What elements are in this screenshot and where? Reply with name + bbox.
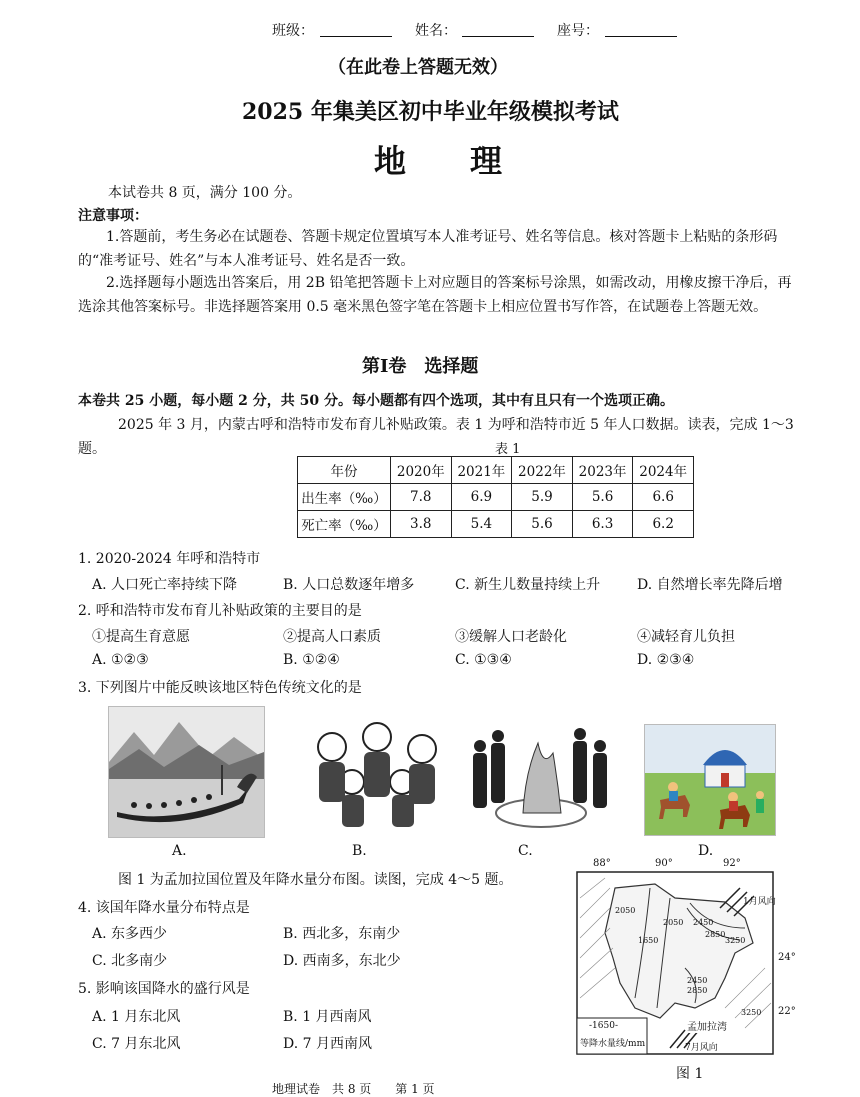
q1-option-d[interactable]: D. 自然增长率先降后增: [637, 577, 783, 593]
isohyet-label: 2050: [615, 906, 636, 915]
question-stem-1-3: 2025 年 3 月，内蒙古呼和浩特市发布育儿补贴政策。表 1 为呼和浩特市近 5 年人口数据。读表，完成 1～3 题。: [78, 417, 794, 457]
q4-option-c[interactable]: C. 北多南少: [92, 953, 168, 969]
table-header-cell: 年份: [298, 457, 391, 484]
q5-stem: 5. 影响该国降水的盛行风是: [78, 981, 250, 997]
q5-option-a[interactable]: A. 1 月东北风: [92, 1009, 181, 1025]
name-label: 姓名：: [415, 23, 457, 39]
table-caption: 表 1: [495, 442, 521, 457]
table-cell: 出生率（‰）: [298, 484, 391, 511]
map-wind-july: 7月风向: [685, 1043, 718, 1053]
isohyet-label: 3250: [741, 1008, 762, 1017]
class-label: 班级：: [272, 23, 314, 39]
q4-option-d[interactable]: D. 西南多，东北少: [283, 953, 401, 969]
subject-title: 地 理: [374, 142, 503, 180]
seat-field[interactable]: [605, 22, 677, 41]
attention-heading: 注意事项：: [78, 208, 148, 224]
map-caption: 图 1: [676, 1066, 704, 1082]
picture-label-b: B.: [352, 843, 367, 859]
map-bay-label: 孟加拉湾: [687, 1018, 727, 1033]
isohyet-label: 2050: [663, 918, 684, 927]
bonfire-image: [463, 713, 618, 839]
table-header-cell: 2023年: [572, 457, 633, 484]
q2-statement-1: ①提高生育意愿: [92, 629, 190, 645]
picture-label-c: C.: [518, 843, 533, 859]
population-table: [297, 456, 694, 538]
map-legend-label: 等降水量线/mm: [580, 1039, 646, 1049]
q5-option-d[interactable]: D. 7 月西南风: [283, 1036, 372, 1052]
table-cell: 6.9: [451, 484, 512, 511]
map-lon-90: 90°: [655, 858, 673, 869]
map-lat-22: 22°: [778, 1006, 796, 1017]
picture-bonfire[interactable]: [462, 712, 619, 840]
page-footer: 地理试卷 共 8 页 第 1 页: [272, 1082, 435, 1096]
q2-statement-4: ④减轻育儿负担: [637, 629, 735, 645]
map-lon-92: 92°: [723, 858, 741, 869]
table-cell: 6.3: [572, 511, 633, 538]
table-cell: 5.4: [451, 511, 512, 538]
q1-option-c[interactable]: C. 新生儿数量持续上升: [455, 577, 601, 593]
q3-stem: 3. 下列图片中能反映该地区特色传统文化的是: [78, 680, 362, 696]
table-cell: 5.9: [512, 484, 573, 511]
dragon-boat-image: [109, 707, 264, 837]
class-field[interactable]: [320, 22, 392, 41]
name-field[interactable]: [462, 22, 534, 41]
festival-dance-image: [297, 707, 457, 837]
table-cell: 6.2: [633, 511, 694, 538]
table-cell: 3.8: [391, 511, 452, 538]
picture-festival-dance[interactable]: [296, 706, 458, 838]
table-header-row: [298, 457, 694, 484]
bangladesh-rainfall-map: [575, 858, 796, 1058]
isohyet-label: 2850: [687, 986, 708, 995]
q2-stem: 2. 呼和浩特市发布育儿补贴政策的主要目的是: [78, 603, 362, 619]
picture-label-a: A.: [172, 843, 187, 859]
isohyet-label: 3250: [725, 936, 746, 945]
attention-item-1: 1.答题前，考生务必在试题卷、答题卡规定位置填写本人准考证号、姓名等信息。核对答题卡上粘贴的条形码的“准考证号、姓名”与本人准考证号、姓名是否一致。: [78, 229, 778, 269]
table-cell: 7.8: [391, 484, 452, 511]
table-header-cell: 2020年: [391, 457, 452, 484]
q1-option-a[interactable]: A. 人口死亡率持续下降: [92, 577, 238, 593]
exam-title: 2025 年集美区初中毕业年级模拟考试: [242, 99, 619, 125]
isohyet-label: 2450: [693, 918, 714, 927]
yurt-horses-image: [645, 725, 775, 835]
table-cell: 死亡率（‰）: [298, 511, 391, 538]
section-title: 第Ⅰ卷 选择题: [362, 356, 479, 377]
map-lat-24: 24°: [778, 952, 796, 963]
question-stem-4-5: 图 1 为孟加拉国位置及年降水量分布图。读图，完成 4～5 题。: [118, 872, 513, 888]
q1-stem: 1. 2020-2024 年呼和浩特市: [78, 551, 261, 567]
map-lon-88: 88°: [593, 858, 611, 869]
picture-dragon-boat[interactable]: [108, 706, 265, 838]
paper-intro: 本试卷共 8 页，满分 100 分。: [108, 185, 302, 201]
table-row: [298, 511, 694, 538]
q4-stem: 4. 该国年降水量分布特点是: [78, 900, 250, 916]
q5-option-b[interactable]: B. 1 月西南风: [283, 1009, 372, 1025]
q1-option-b[interactable]: B. 人口总数逐年增多: [283, 577, 415, 593]
q2-option-d[interactable]: D. ②③④: [637, 652, 695, 668]
table-cell: 5.6: [572, 484, 633, 511]
q2-option-c[interactable]: C. ①③④: [455, 652, 512, 668]
picture-label-d: D.: [698, 843, 714, 859]
table-header-cell: 2024年: [633, 457, 694, 484]
q4-option-a[interactable]: A. 东多西少: [92, 926, 168, 942]
q5-option-c[interactable]: C. 7 月东北风: [92, 1036, 181, 1052]
isohyet-label: 2450: [687, 976, 708, 985]
q2-statement-2: ②提高人口素质: [283, 629, 381, 645]
q2-option-b[interactable]: B. ①②④: [283, 652, 340, 668]
invalid-notice: （在此卷上答题无效）: [328, 57, 508, 78]
table-row: [298, 484, 694, 511]
picture-yurt-horses[interactable]: [644, 724, 776, 836]
isohyet-label: 2850: [705, 930, 726, 939]
table-header-cell: 2022年: [512, 457, 573, 484]
seat-label: 座号：: [557, 23, 599, 39]
table-cell: 5.6: [512, 511, 573, 538]
table-cell: 6.6: [633, 484, 694, 511]
q2-statement-3: ③缓解人口老龄化: [455, 629, 567, 645]
isohyet-label: 1650: [638, 936, 659, 945]
attention-item-2: 2.选择题每小题选出答案后，用 2B 铅笔把答题卡上对应题目的答案标号涂黑，如需改动，用橡皮擦干净后，再选涂其他答案标号。非选择题答案用 0.5 毫米黑色签字笔在答题卡上相应位置书写作答，在试题卷上答题无效。: [78, 275, 792, 315]
map-legend-value: -1650-: [589, 1021, 618, 1031]
map-wind-january: 1月风向: [743, 897, 776, 907]
section-description: 本卷共 25 小题，每小题 2 分，共 50 分。每小题都有四个选项，其中有且只有一个选项正确。: [78, 393, 674, 409]
table-header-cell: 2021年: [451, 457, 512, 484]
q2-option-a[interactable]: A. ①②③: [92, 652, 149, 668]
q4-option-b[interactable]: B. 西北多，东南少: [283, 926, 401, 942]
